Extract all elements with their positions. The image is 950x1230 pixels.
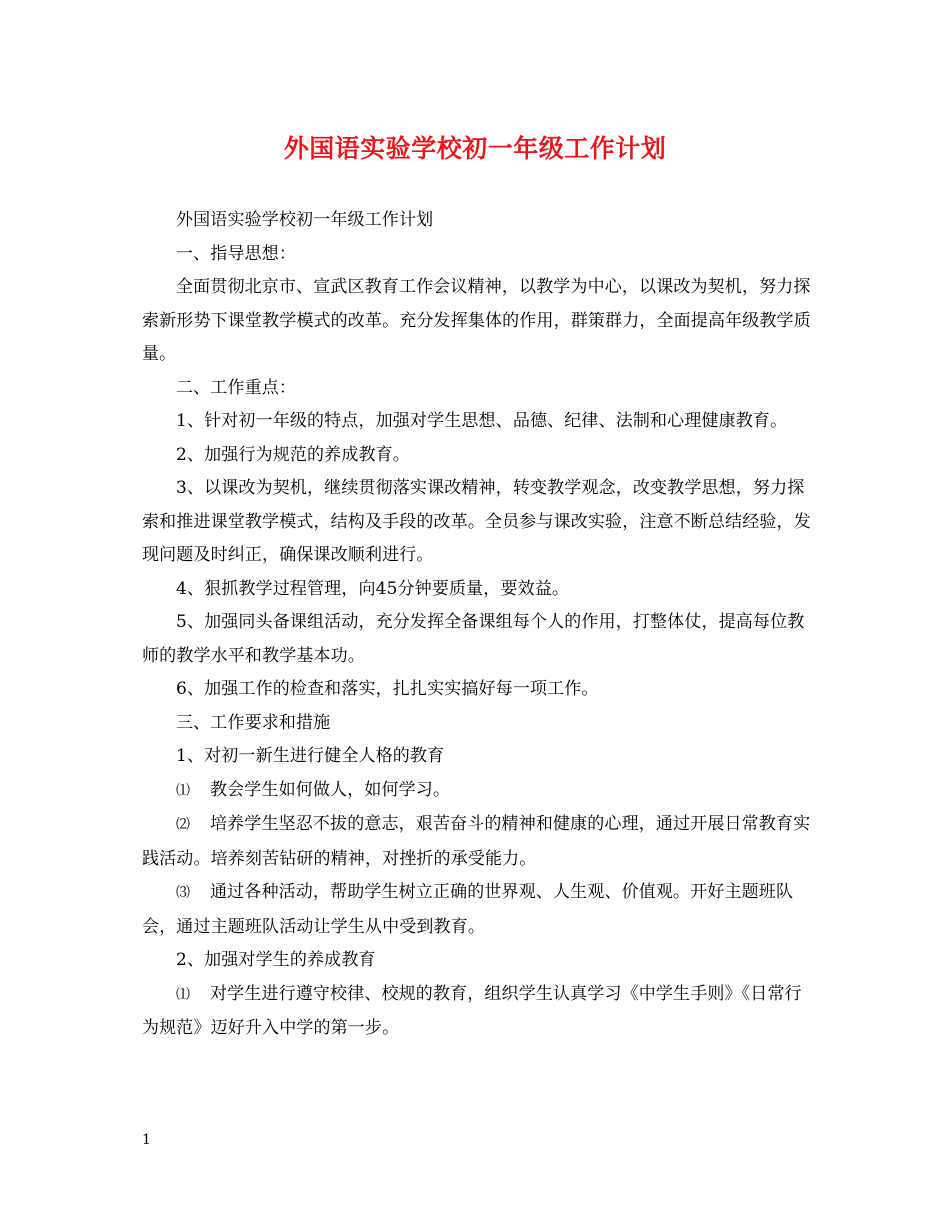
- item-text: 培养学生坚忍不拔的意志，艰苦奋斗的精神和健康的心理，通过开展日常教育实践活动。培养刻苦钻研的精神，对挫折的承受能力。: [142, 814, 811, 869]
- item-number: ⑴: [176, 782, 191, 799]
- section-heading: 一、指导思想：: [176, 243, 297, 264]
- sub-list-item: [142, 808, 818, 876]
- item-number: ⑵: [176, 817, 191, 833]
- subsection-heading: 1、对初一新生进行健全人格的教育: [176, 746, 445, 766]
- item-text: 对学生进行遵守校律、校规的教育，组织学生认真学习《中学生手则》《日常行为规范》迈好升入中学的第一步。: [142, 983, 802, 1038]
- section-heading: 二、工作重点：: [176, 377, 297, 398]
- subsection-heading: 2、加强对学生的养成教育: [176, 950, 376, 970]
- list-item: 5、加强同头备课组活动，充分发挥全备课组每个人的作用，打整体仗，提高每位教师的教学水平和教学基本功。: [142, 612, 805, 666]
- paragraph: 全面贯彻北京市、宣武区教育工作会议精神，以教学为中心，以课改为契机，努力探索新形势下课堂教学模式的改革。充分发挥集体的作用，群策群力，全面提高年级教学质量。: [142, 277, 811, 364]
- list-item: 4、狠抓教学过程管理，向45分钟要质量，要效益。: [176, 578, 570, 599]
- list-item: 2、加强行为规范的养成教育。: [176, 444, 410, 465]
- paragraph: 外国语实验学校初一年级工作计划: [176, 210, 434, 230]
- document-body: [142, 204, 818, 1046]
- item-number: ⑴: [176, 986, 191, 1003]
- sub-list-item: [142, 876, 818, 944]
- list-item: 1、针对初一年级的特点，加强对学生思想、品德、纪律、法制和心理健康教育。: [176, 411, 788, 431]
- item-text: 通过各种活动，帮助学生树立正确的世界观、人生观、价值观。开好主题班队会，通过主题班队活动让学生从中受到教育。: [142, 882, 794, 937]
- section-heading: 三、工作要求和措施: [176, 712, 331, 733]
- item-text: 教会学生如何做人，如何学习。: [210, 779, 451, 800]
- document-title: 外国语实验学校初一年级工作计划: [283, 134, 667, 163]
- sub-list-item: [142, 774, 818, 809]
- list-item: 6、加强工作的检查和落实，扎扎实实搞好每一项工作。: [176, 679, 599, 699]
- page-number: 1: [142, 1132, 151, 1148]
- sub-list-item: [142, 978, 818, 1046]
- list-item: 3、以课改为契机，继续贯彻落实课改精神，转变教学观念，改变教学思想，努力探索和推进课堂教学模式，结构及手段的改革。全员参与课改实验，注意不断总结经验，发现问题及时纠正，确保课改顺利进行。: [142, 478, 811, 565]
- item-number: ⑶: [176, 885, 191, 901]
